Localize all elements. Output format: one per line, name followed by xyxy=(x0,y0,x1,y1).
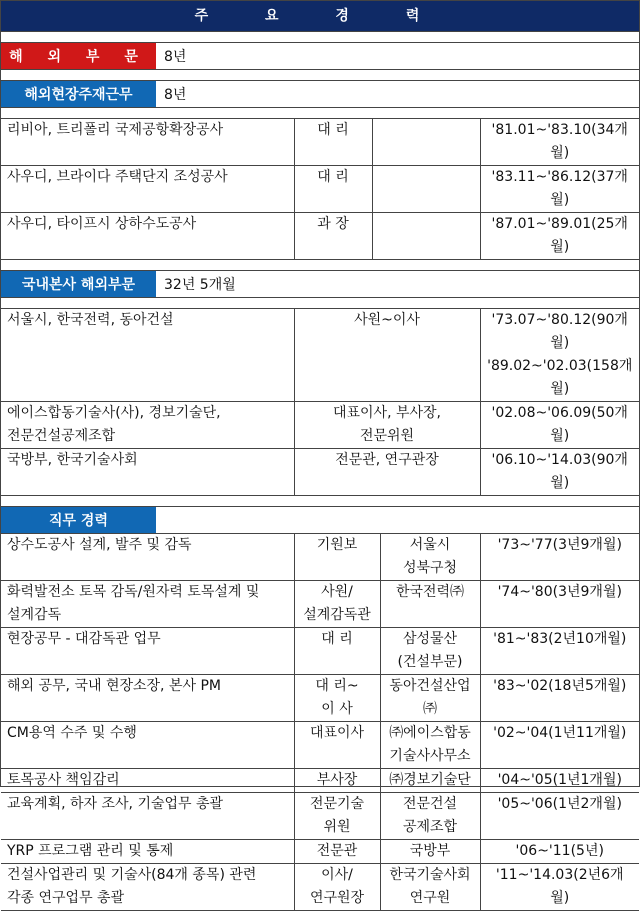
hq-position: 전문관, 연구관장 xyxy=(294,449,480,496)
site-desc: 리비아, 트리폴리 국제공항확장공사 xyxy=(1,119,294,166)
site-position: 과 장 xyxy=(294,213,372,260)
duty-period: '06~'11(5년) xyxy=(480,840,639,864)
duty-organization: 한국전력㈜ xyxy=(380,581,480,628)
duty-header xyxy=(1,507,639,534)
table-row xyxy=(1,119,639,166)
table-row xyxy=(1,864,639,911)
spacer xyxy=(1,496,639,507)
hq-position: 사원~이사 xyxy=(294,309,480,402)
duty-organization: 삼성물산 (건설부문) xyxy=(380,628,480,675)
hq-period: '73.07~'80.12(90개월) '89.02~'02.03(158개월) xyxy=(480,309,639,402)
spacer xyxy=(1,108,639,119)
duty-desc: YRP 프로그램 관리 및 통제 xyxy=(1,840,294,864)
duty-organization: 국방부 xyxy=(380,840,480,864)
spacer xyxy=(1,70,639,81)
overseas-site-table xyxy=(1,119,639,260)
duty-period: '11~'14.03(2년6개월) xyxy=(480,864,639,911)
site-desc: 사우디, 타이프시 상하수도공사 xyxy=(1,213,294,260)
table-row xyxy=(1,793,639,840)
spacer xyxy=(1,298,639,309)
table-row xyxy=(1,449,639,496)
table-row xyxy=(1,534,639,581)
site-period: '81.01~'83.10(34개월) xyxy=(480,119,639,166)
duty-desc: 토목공사 책임감리 xyxy=(1,769,294,793)
site-position: 대 리 xyxy=(294,166,372,213)
hq-period: '06.10~'14.03(90개월) xyxy=(480,449,639,496)
duty-organization: 한국기술사회 연구원 xyxy=(380,864,480,911)
duty-position: 기원보 xyxy=(294,534,380,581)
duty-desc: 건설사업관리 및 기술사(84개 종목) 관련 각종 연구업무 총괄 xyxy=(1,864,294,911)
overseas-site-label: 해외현장주재근무 xyxy=(1,81,156,107)
hq-position: 대표이사, 부사장, 전문위원 xyxy=(294,402,480,449)
duty-desc: 화력발전소 토목 감독/원자력 토목설계 및 설계감독 xyxy=(1,581,294,628)
overseas-dept-value: 8년 xyxy=(164,49,187,65)
table-row xyxy=(1,675,639,722)
domestic-hq-value: 32년 5개월 xyxy=(164,277,236,293)
table-row xyxy=(1,213,639,260)
table-row xyxy=(1,840,639,864)
duty-label: 직무 경력 xyxy=(1,507,156,533)
duty-position: 이사/ 연구원장 xyxy=(294,864,380,911)
table-row xyxy=(1,769,639,793)
duty-period: '05~'06(1년2개월) xyxy=(480,793,639,840)
duty-organization: ㈜경보기술단 xyxy=(380,769,480,793)
duty-period: '74~'80(3년9개월) xyxy=(480,581,639,628)
domestic-hq-label: 국내본사 해외부문 xyxy=(1,271,156,297)
table-row xyxy=(1,628,639,675)
site-period: '83.11~'86.12(37개월) xyxy=(480,166,639,213)
spacer xyxy=(1,260,639,271)
hq-desc: 에이스합동기술사(사), 경보기술단, 전문건설공제조합 xyxy=(1,402,294,449)
duty-desc: 상수도공사 설계, 발주 및 감독 xyxy=(1,534,294,581)
table-row xyxy=(1,722,639,769)
page-title: 주 요 경 력 xyxy=(1,1,639,32)
hq-desc: 국방부, 한국기술사회 xyxy=(1,449,294,496)
duty-value xyxy=(156,507,164,533)
table-row xyxy=(1,581,639,628)
site-position: 대 리 xyxy=(294,119,372,166)
overseas-site-header xyxy=(1,81,639,108)
duty-position: 대 리~ 이 사 xyxy=(294,675,380,722)
duty-desc: CM용역 수주 및 수행 xyxy=(1,722,294,769)
duty-position: 사원/ 설계감독관 xyxy=(294,581,380,628)
duty-desc: 현장공무 - 대감독관 업무 xyxy=(1,628,294,675)
overseas-dept-label: 해 외 부 문 xyxy=(1,43,156,69)
duty-table xyxy=(1,534,639,911)
duty-desc: 해외 공무, 국내 현장소장, 본사 PM xyxy=(1,675,294,722)
duty-desc: 교육계획, 하자 조사, 기술업무 총괄 xyxy=(1,793,294,840)
spacer xyxy=(1,32,639,43)
duty-position: 대표이사 xyxy=(294,722,380,769)
table-row xyxy=(1,166,639,213)
site-period: '87.01~'89.01(25개월) xyxy=(480,213,639,260)
duty-position: 대 리 xyxy=(294,628,380,675)
duty-period: '73~'77(3년9개월) xyxy=(480,534,639,581)
domestic-hq-header xyxy=(1,271,639,298)
duty-position: 전문관 xyxy=(294,840,380,864)
duty-organization: 동아건설산업 ㈜ xyxy=(380,675,480,722)
duty-period: '83~'02(18년5개월) xyxy=(480,675,639,722)
table-row xyxy=(1,309,639,402)
hq-desc: 서울시, 한국전력, 동아건설 xyxy=(1,309,294,402)
site-blank xyxy=(372,213,480,260)
table-row xyxy=(1,402,639,449)
overseas-site-value: 8년 xyxy=(164,87,187,103)
duty-period: '81~'83(2년10개월) xyxy=(480,628,639,675)
domestic-hq-table xyxy=(1,309,639,496)
duty-organization: 전문건설 공제조합 xyxy=(380,793,480,840)
duty-organization: 서울시 성북구청 xyxy=(380,534,480,581)
duty-period: '02~'04(1년11개월) xyxy=(480,722,639,769)
duty-position: 부사장 xyxy=(294,769,380,793)
duty-organization: ㈜에이스합동 기술사사무소 xyxy=(380,722,480,769)
site-blank xyxy=(372,119,480,166)
duty-position: 전문기술 위원 xyxy=(294,793,380,840)
overseas-dept-header xyxy=(1,43,639,70)
hq-period: '02.08~'06.09(50개월) xyxy=(480,402,639,449)
duty-period: '04~'05(1년1개월) xyxy=(480,769,639,793)
site-blank xyxy=(372,166,480,213)
site-desc: 사우디, 브라이다 주택단지 조성공사 xyxy=(1,166,294,213)
